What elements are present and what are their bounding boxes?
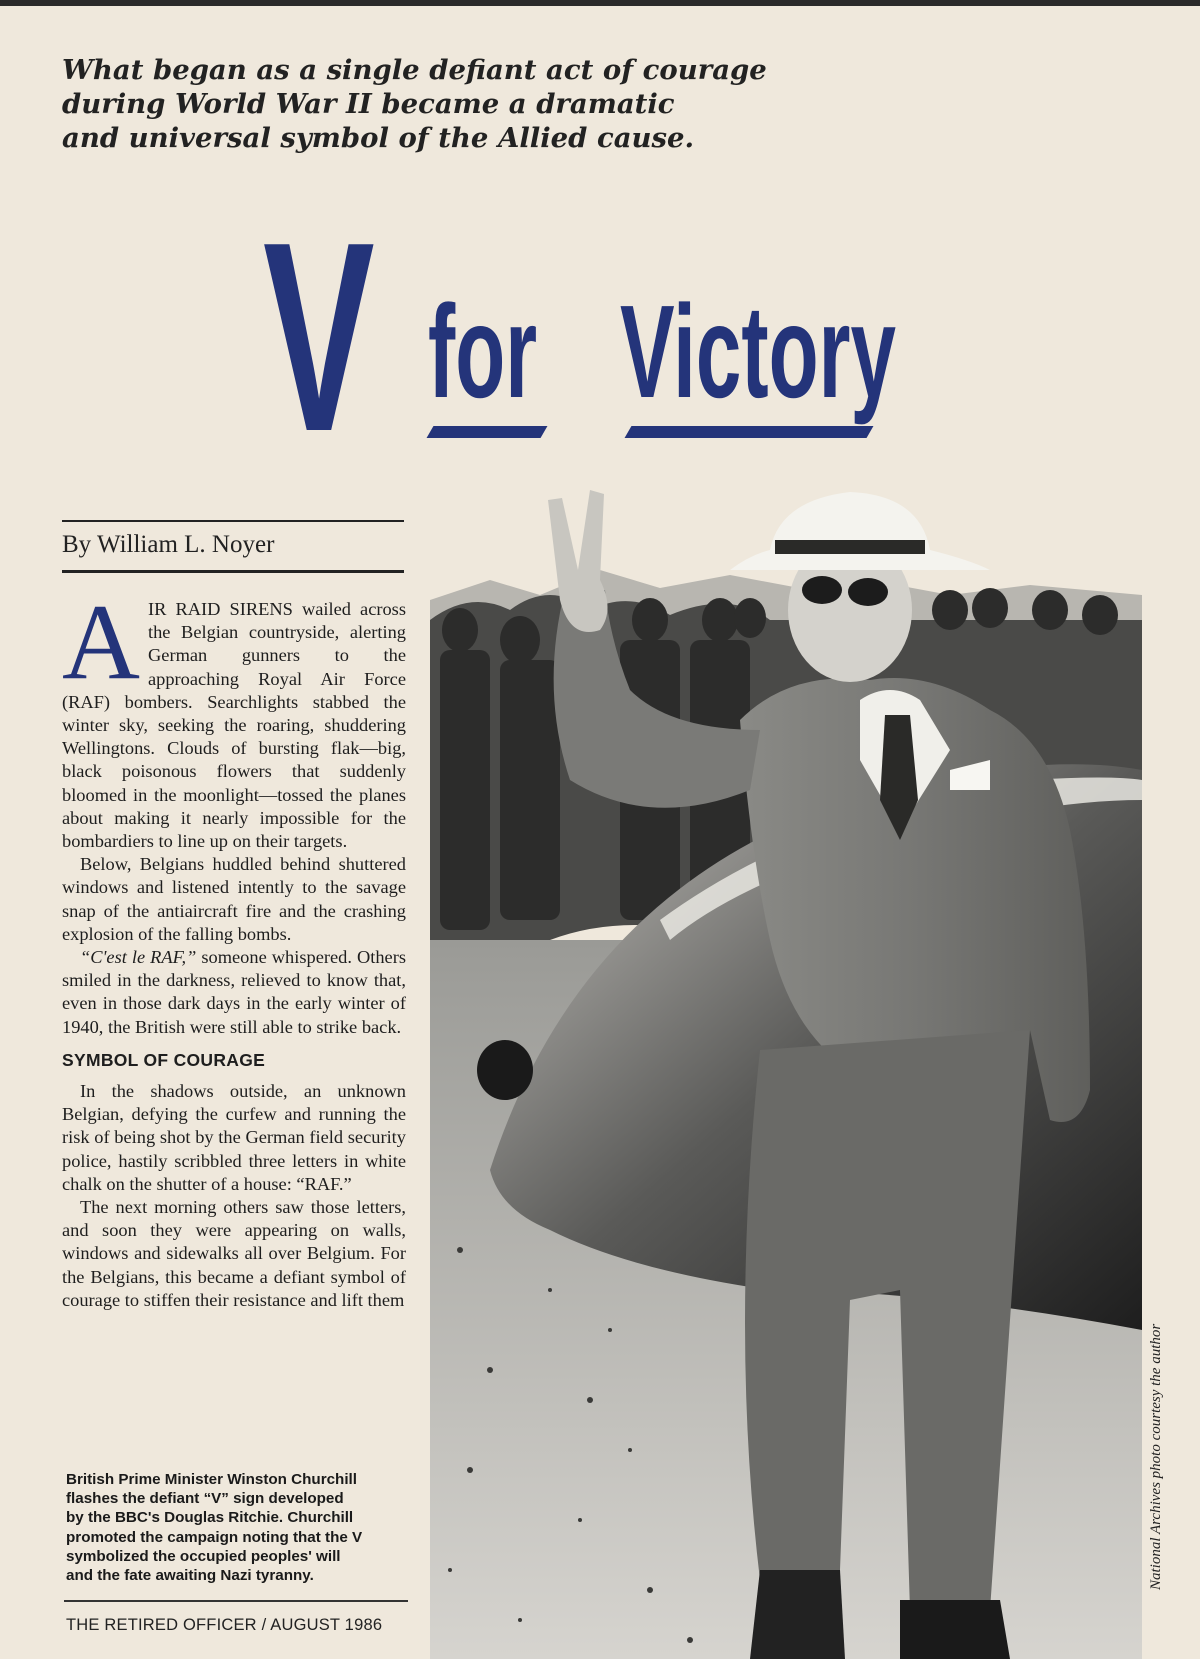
car-headlight xyxy=(477,1040,533,1100)
byline-rule-top xyxy=(62,520,404,522)
churchill-photo xyxy=(430,470,1142,1659)
title-underline-victory xyxy=(625,426,874,438)
article-paragraph: In the shadows outside, an unknown Belgian, defying the curfew and running the risk of being shot by the German field security police, hastily scribbled three letters in white chalk on the shutter of a house: “RAF.” xyxy=(62,1081,406,1194)
caption-line: British Prime Minister Winston Churchill xyxy=(66,1471,357,1488)
section-subhead: SYMBOL OF COURAGE xyxy=(62,1049,266,1070)
caption-line: and the fate awaiting Nazi tyranny. xyxy=(66,1567,314,1585)
byline: By William L. Noyer xyxy=(62,531,275,558)
article-paragraph xyxy=(62,583,406,853)
caption-line: symbolized the occupied peoples' will xyxy=(66,1547,341,1565)
title-word-victory: Victory xyxy=(620,278,896,425)
photo-credit: National Archives photo courtesy the author xyxy=(1148,1323,1164,1590)
title-underline-for xyxy=(427,426,548,438)
caption-line: promoted the campaign noting that the V xyxy=(66,1528,363,1546)
quote-italic: “C'est le RAF,” xyxy=(80,947,197,968)
photo-caption xyxy=(66,1470,411,1585)
caption-line: by the BBC's Douglas Ritchie. Churchill xyxy=(66,1509,354,1527)
article-paragraph: Below, Belgians huddled behind shuttered windows and listened intently to the savage snap of the antiaircraft fire and the crashing explosion of the falling bombs. xyxy=(62,854,406,944)
figure-shoe xyxy=(750,1570,845,1659)
deck-line: and universal symbol of the Allied cause. xyxy=(62,122,695,154)
caption-line: flashes the defiant “V” sign developed xyxy=(66,1490,344,1508)
drop-cap: A xyxy=(62,583,140,702)
footer-rule xyxy=(64,1600,408,1602)
deck-line: What began as a single defiant act of courage xyxy=(62,54,767,86)
top-border xyxy=(0,0,1200,6)
figure-shoe xyxy=(900,1600,1010,1659)
title-letter-v: V xyxy=(263,187,373,488)
deck-headline xyxy=(62,53,767,155)
byline-rule-bottom xyxy=(62,570,404,573)
deck-line: during World War II became a dramatic xyxy=(62,88,675,120)
figure-hat xyxy=(730,492,990,570)
paragraph-text: someone whispered. Others smiled in the darkness, relieved to know that, even in those dark days in the early winter of 1940, the British were still able to strike back. xyxy=(62,947,406,1037)
title-word-for: for xyxy=(428,278,538,425)
article-paragraph xyxy=(62,946,406,1039)
article-body xyxy=(62,583,406,1312)
page-footer: THE RETIRED OFFICER / AUGUST 1986 xyxy=(66,1616,383,1634)
article-paragraph: The next morning others saw those letters, and soon they were appearing on walls, windows and sidewalks all over Belgium. For the Belgians, this became a defiant symbol of courage to stiffen their resistance and lift them xyxy=(62,1197,406,1310)
paragraph-text: IR RAID SIRENS wailed across the Belgian countryside, alerting German gunners to the approaching Royal Air Force (RAF) bombers. Searchlights stabbed the winter sky, seeking the roaring, shuddering Wellingtons. Clouds of bursting flak—big, black poisonous flowers that suddenly bloomed in the moonlight—tossed the planes about making it nearly impossible for the bombardiers to line up on their targets. xyxy=(62,599,406,852)
